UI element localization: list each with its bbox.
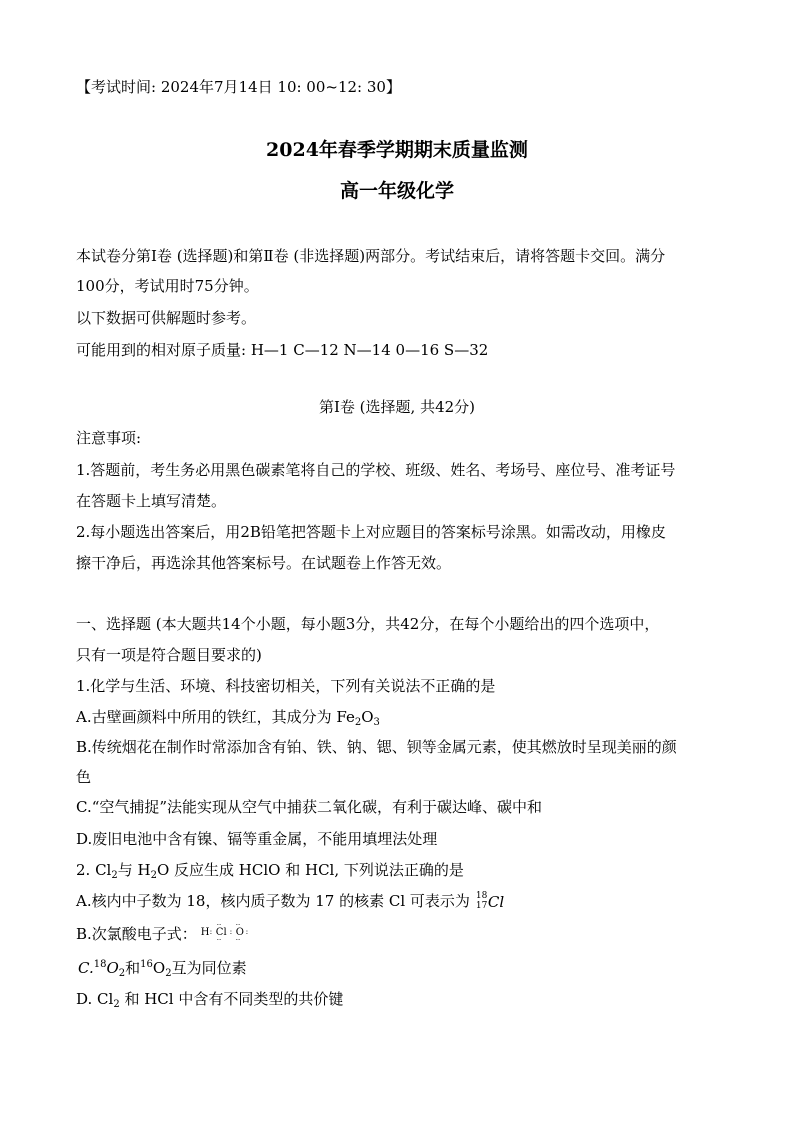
nuclide-symbol	[476, 892, 508, 912]
intro-line-3: 以下数据可供解题时参考。	[76, 309, 257, 327]
q2-d-post: 和 HCl 中含有不同类型的共价键	[119, 990, 344, 1008]
q2-stem-pre: 2. Cl	[76, 861, 112, 879]
q2-c-sub1: 2	[118, 968, 126, 979]
q2-option-c	[78, 958, 247, 978]
q1-option-b-line-2: 色	[76, 768, 92, 786]
q2-c-label: C.	[78, 959, 94, 977]
q2-c-sup1: 18	[93, 959, 107, 970]
intro-line-4: 可能用到的相对原子质量: H—1 C—12 N—14 0—16 S—32	[76, 341, 489, 359]
part1-title: 第Ⅰ卷 (选择题, 共42分)	[318, 398, 476, 416]
q2-c-sub2: 2	[165, 968, 172, 979]
q2-stem-mid: 与 H	[117, 861, 151, 879]
electron-dot-formula	[197, 921, 257, 945]
q2-c-post: 互为同位素	[171, 959, 247, 977]
ed-o: O	[235, 927, 244, 938]
notes-title: 注意事项:	[76, 429, 142, 447]
ed-dots-4: :	[229, 928, 233, 936]
q2-option-b	[76, 921, 257, 945]
note-line-3: 2.每小题选出答案后，用2B铅笔把答题卡上对应题目的答案标号涂黑。如需改动，用橡皮	[76, 523, 666, 541]
q2-c-o1: O	[106, 959, 119, 977]
q2-option-a	[76, 891, 508, 912]
ed-dots-2: ··	[216, 921, 222, 929]
q2-option-d	[76, 989, 343, 1009]
q1-option-d: D.废旧电池中含有镍、镉等重金属，不能用填埋法处理	[76, 830, 438, 848]
nuclide-element: Cl	[487, 893, 505, 911]
ed-dots-3: ··	[216, 936, 222, 944]
nuclide-atomic-number: 17	[475, 901, 488, 911]
ed-h: H	[200, 927, 210, 938]
q2-stem-post: O 反应生成 HClO 和 HCl, 下列说法正确的是	[156, 861, 464, 879]
ed-dots-7: :	[245, 928, 249, 936]
note-line-4: 擦干净后，再选涂其他答案标号。在试题卷上作答无效。	[76, 554, 452, 572]
q2-c-sup2: 16	[140, 959, 153, 970]
q2-a-text: A.核内中子数为 18，核内质子数为 17 的核素 Cl 可表示为	[76, 892, 470, 910]
section1-header-line-2: 只有一项是符合题目要求的)	[76, 646, 262, 664]
q2-stem-sub2: 2	[150, 870, 157, 881]
note-line-2: 在答题卡上填写清楚。	[76, 492, 227, 510]
nuclide-mass-number: 18	[475, 891, 488, 901]
exam-title: 2024年春季学期期末质量监测	[266, 139, 528, 161]
q1-a-text: A.古壁画颜料中所用的铁红，其成分为 Fe	[76, 708, 355, 726]
q2-stem-sub1: 2	[111, 870, 118, 881]
q1-stem: 1.化学与生活、环境、科技密切相关，下列有关说法不正确的是	[76, 677, 496, 695]
intro-line-1: 本试卷分第Ⅰ卷 (选择题)和第Ⅱ卷 (非选择题)两部分。考试结束后，请将答题卡交回。满分	[76, 247, 666, 265]
q2-c-o2: O	[152, 959, 166, 977]
q2-b-text: B.次氯酸电子式：	[76, 925, 197, 943]
intro-line-2: 100分，考试用时75分钟。	[76, 277, 259, 295]
ed-dots-5: ··	[235, 921, 241, 929]
section1-header-line-1: 一、选择题 (本大题共14个小题，每小题3分，共42分，在每个小题给出的四个选项中，	[76, 615, 660, 633]
q2-stem	[76, 860, 464, 880]
note-line-1: 1.答题前，考生务必用黑色碳素笔将自己的学校、班级、姓名、考场号、座位号、准考证号	[76, 461, 676, 479]
q2-d-sub: 2	[113, 999, 120, 1010]
q1-a-sub1: 2	[354, 717, 362, 728]
q1-option-b-line-1: B.传统烟花在制作时常添加含有铂、铁、钠、锶、钡等金属元素，使其燃放时呈现美丽的颜	[76, 738, 677, 756]
q1-option-c: C.“空气捕捉”法能实现从空气中捕获二氧化碳，有利于碳达峰、碳中和	[76, 798, 543, 816]
q1-a-mid: O	[361, 708, 374, 726]
ed-dots-1: :	[209, 928, 213, 936]
ed-dots-6: ··	[235, 936, 241, 944]
ed-cl: Cl	[215, 927, 227, 938]
q1-option-a	[76, 707, 380, 727]
exam-time: 【考试时间: 2024年7月14日 10: 00~12: 30】	[76, 78, 401, 96]
q1-a-sub2: 3	[373, 717, 380, 728]
q2-d-pre: D. Cl	[76, 990, 114, 1008]
exam-subtitle: 高一年级化学	[339, 180, 454, 202]
q2-c-and: 和	[125, 959, 141, 977]
